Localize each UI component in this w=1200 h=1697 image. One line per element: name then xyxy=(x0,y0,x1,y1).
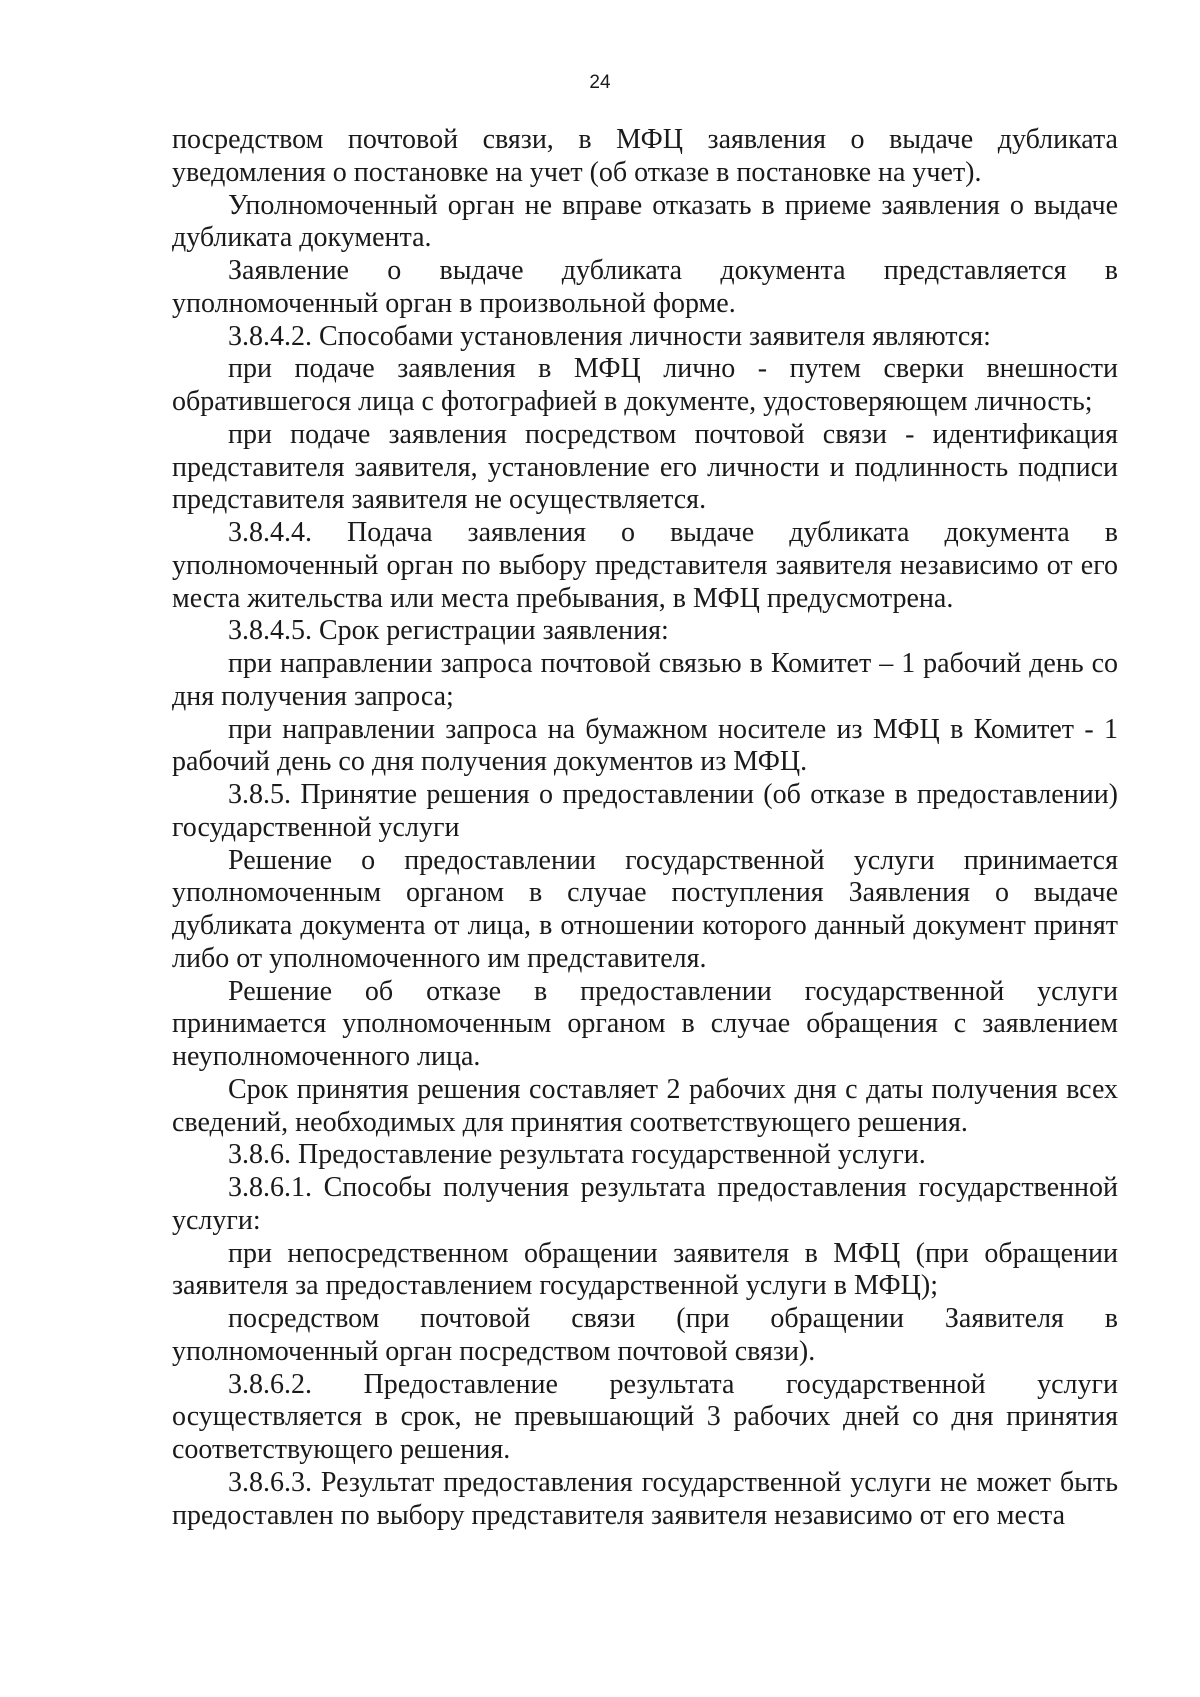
paragraph: 3.8.4.2. Способами установления личности заявителя являются: xyxy=(228,320,991,352)
paragraph: 3.8.6.2. Предоставление результата государственной услуги осуществляется в срок, не превышающий 3 рабочих дней со дня принятия соответствующего решения. xyxy=(172,1368,1118,1465)
paragraph: посредством почтовой связи (при обращении Заявителя в уполномоченный орган посредством почтовой связи). xyxy=(172,1303,1118,1367)
page-number: 24 xyxy=(589,72,611,93)
paragraph: при подаче заявления посредством почтовой связи - идентификация представителя заявителя, установление его личности и подлинность подписи представителя заявителя не осуществляется. xyxy=(172,418,1118,516)
document-body xyxy=(172,124,1118,1532)
paragraph: 3.8.6. Предоставление результата государственной услуги. xyxy=(228,1139,926,1171)
paragraph: 3.8.4.5. Срок регистрации заявления: xyxy=(228,615,669,647)
paragraph: 3.8.6.3. Результат предоставления государственной услуги не может быть предоставлен по выбору представителя заявителя независимо от его места xyxy=(172,1466,1118,1531)
paragraph: 3.8.4.4. Подача заявления о выдаче дубликата документа в уполномоченный орган по выбору представителя заявителя независимо от его места жительства или места пребывания, в МФЦ предусмотрена. xyxy=(172,517,1118,614)
paragraph: при подаче заявления в МФЦ лично - путем сверки внешности обратившегося лица с фотографией в документе, удостоверяющем личность; xyxy=(172,353,1118,417)
paragraph: при направлении запроса на бумажном носителе из МФЦ в Комитет - 1 рабочий день со дня получения документов из МФЦ. xyxy=(172,713,1118,778)
paragraph: Заявление о выдаче дубликата документа представляется в уполномоченный орган в произвольной форме. xyxy=(172,255,1118,319)
paragraph: Решение о предоставлении государственной услуги принимается уполномоченным органом в случае поступления Заявления о выдаче дубликата документа от лица, в отношении которого данный документ принят либо от уполномоченного им представителя. xyxy=(172,844,1118,974)
paragraph: 3.8.6.1. Способы получения результата предоставления государственной услуги: xyxy=(172,1172,1118,1236)
paragraph: Уполномоченный орган не вправе отказать в приеме заявления о выдаче дубликата документа. xyxy=(172,189,1118,254)
paragraph: Срок принятия решения составляет 2 рабочих дня с даты получения всех сведений, необходимых для принятия соответствующего решения. xyxy=(172,1073,1118,1138)
paragraph-continuation: посредством почтовой связи, в МФЦ заявления о выдаче дубликата уведомления о постановке на учет (об отказе в постановке на учет). xyxy=(172,124,1118,188)
paragraph: 3.8.5. Принятие решения о предоставлении (об отказе в предоставлении) государственной услуги xyxy=(172,779,1118,843)
paragraph: при непосредственном обращении заявителя в МФЦ (при обращении заявителя за предоставлением государственной услуги в МФЦ); xyxy=(172,1237,1118,1302)
paragraph: Решение об отказе в предоставлении государственной услуги принимается уполномоченным органом в случае обращения с заявлением неуполномоченного лица. xyxy=(172,975,1118,1072)
paragraph: при направлении запроса почтовой связью в Комитет – 1 рабочий день со дня получения запроса; xyxy=(172,648,1118,712)
